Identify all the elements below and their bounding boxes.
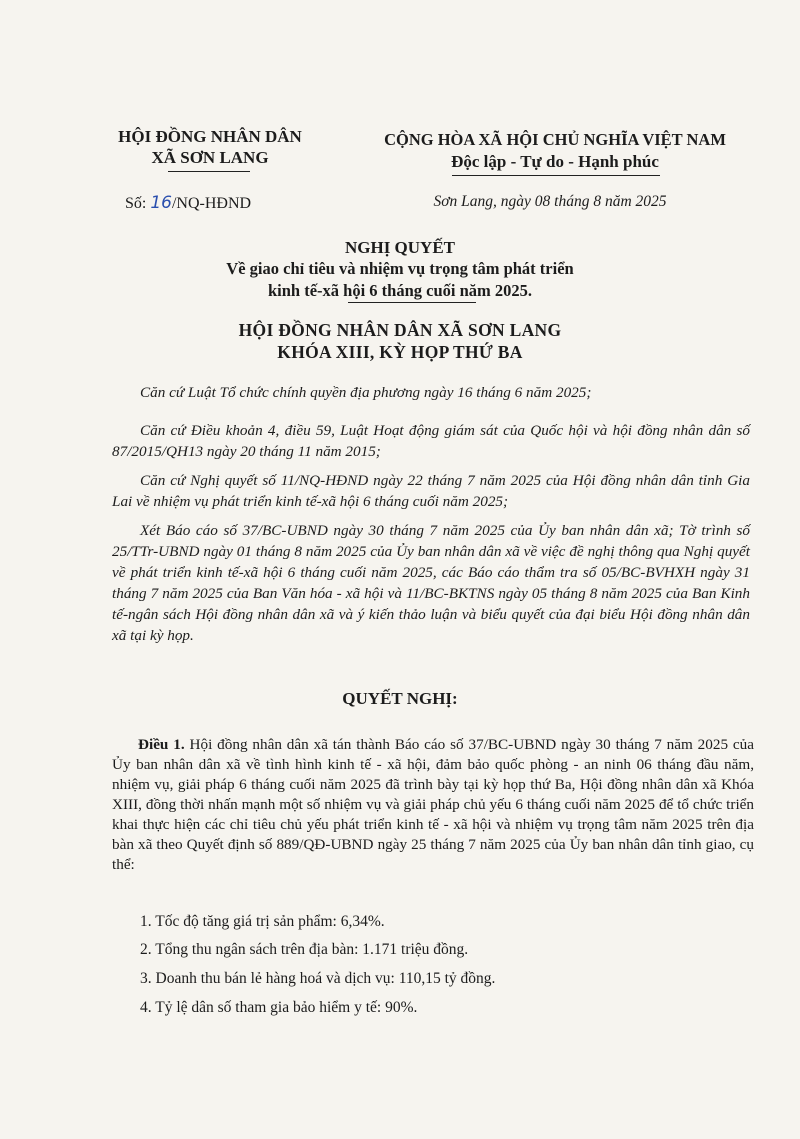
preamble-paragraph: Căn cứ Nghị quyết số 11/NQ-HĐND ngày 22 tháng 7 năm 2025 của Hội đồng nhân dân tỉnh Gia Lai về nhiệm vụ phát triển kinh tế-xã hội 6 tháng cuối năm 2025; — [112, 472, 750, 510]
council-name: HỘI ĐỒNG NHÂN DÂN XÃ SƠN LANG — [238, 320, 562, 340]
resolves-heading: QUYẾT NGHỊ: — [342, 689, 458, 708]
document-number — [125, 193, 251, 213]
target-item: 4. Tỷ lệ dân số tham gia bảo hiểm y tế: 90%. — [140, 999, 418, 1016]
council-session: KHÓA XIII, KỲ HỌP THỨ BA — [277, 342, 523, 362]
preamble-paragraph: Xét Báo cáo số 37/BC-UBND ngày 30 tháng 7 năm 2025 của Ủy ban nhân dân xã; Tờ trình số 25/TTr-UBND ngày 01 tháng 8 năm 2025 của Ủy ban nhân dân xã về việc đề nghị thông qua Nghị quyết về phát triển kinh tế-xã hội 6 tháng cuối năm 2025, các Báo cáo thẩm tra số 05/BC-BVHXH ngày 31 tháng 7 năm 2025 của Ban Văn hóa - xã hội và 11/BC-BKTNS ngày 05 tháng 8 năm 2025 của Ban Kinh tế-ngân sách Hội đồng nhân dân xã và ý kiến thảo luận và biểu quyết của đại biểu Hội đồng nhân dân xã tại kỳ họp. — [112, 522, 750, 644]
target-item: 1. Tốc độ tăng giá trị sản phẩm: 6,34%. — [140, 913, 385, 930]
target-item: 2. Tổng thu ngân sách trên địa bàn: 1.171 triệu đồng. — [140, 941, 469, 958]
preamble-paragraph: Căn cứ Luật Tổ chức chính quyền địa phương ngày 16 tháng 6 năm 2025; — [140, 384, 592, 401]
national-title: CỘNG HÒA XÃ HỘI CHỦ NGHĨA VIỆT NAM — [384, 130, 726, 149]
issuing-body-line1: HỘI ĐỒNG NHÂN DÂN — [118, 127, 302, 146]
target-item: 3. Doanh thu bán lẻ hàng hoá và dịch vụ: 110,15 tỷ đồng. — [140, 970, 496, 987]
subject-underline — [348, 302, 476, 303]
number-prefix: Số: — [125, 195, 147, 212]
issuing-body-underline — [168, 171, 250, 172]
article-1-text: Hội đồng nhân dân xã tán thành Báo cáo số 37/BC-UBND ngày 30 tháng 7 năm 2025 của Ủy ban nhân dân xã về tình hình kinh tế - xã hội, đảm bảo quốc phòng - an ninh 06 tháng đầu năm, nhiệm vụ, giải pháp 6 tháng cuối năm 2025 đã trình bày tại kỳ họp thứ Ba, Hội đồng nhân dân xã Khóa XIII, đồng thời nhấn mạnh một số nhiệm vụ và giải pháp chủ yếu 6 tháng cuối năm 2025 để tổ chức triển khai thực hiện các chỉ tiêu chủ yếu phát triển kinh tế - xã hội và nhiệm vụ trọng tâm năm 2025 trên địa bàn xã theo Quyết định số 889/QĐ-UBND ngày 25 tháng 7 năm 2025 của Ủy ban nhân dân tỉnh giao, cụ thể: — [112, 736, 755, 873]
article-1-label: Điều 1. — [138, 736, 185, 753]
document-type: NGHỊ QUYẾT — [344, 238, 456, 257]
issuing-body-line2: XÃ SƠN LANG — [151, 148, 269, 167]
number-handwritten: 16 — [150, 193, 172, 213]
article-1 — [112, 735, 754, 875]
number-suffix: /NQ-HĐND — [171, 195, 252, 212]
preamble-paragraph: Căn cứ Điều khoản 4, điều 59, Luật Hoạt động giám sát của Quốc hội và hội đồng nhân dân số 87/2015/QH13 ngày 20 tháng 11 năm 2015; — [112, 422, 750, 460]
document-subject-line1: Về giao chỉ tiêu và nhiệm vụ trọng tâm phát triển — [226, 259, 574, 278]
motto-underline — [452, 175, 660, 176]
document-subject-line2: kinh tế-xã hội 6 tháng cuối năm 2025. — [267, 281, 533, 300]
national-motto: Độc lập - Tự do - Hạnh phúc — [451, 152, 659, 171]
place-date: Sơn Lang, ngày 08 tháng 8 năm 2025 — [433, 193, 667, 210]
